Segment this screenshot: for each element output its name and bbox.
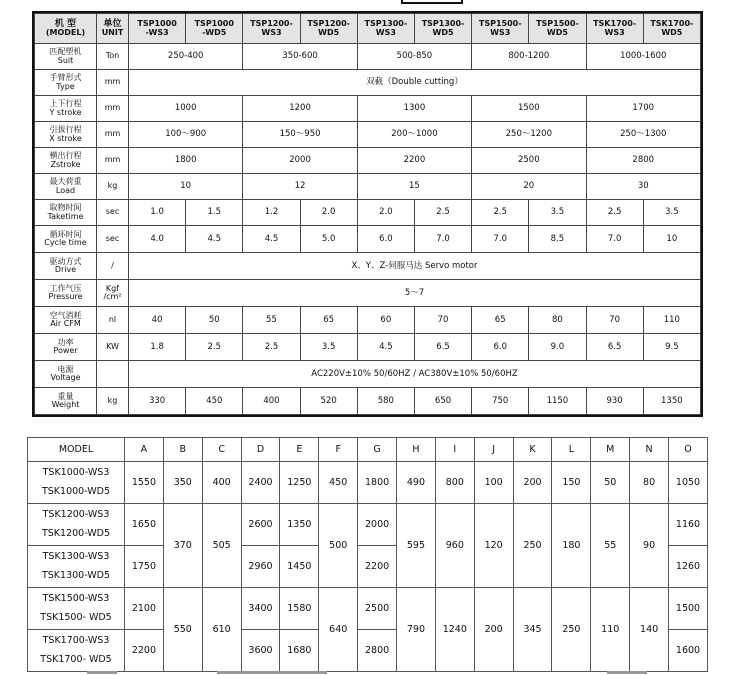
cell-i: 800 [435, 462, 474, 504]
cell-value: 7.0 [414, 226, 471, 253]
cell-value: 2800 [586, 148, 701, 174]
col-header: C [202, 438, 241, 462]
col-header: N [630, 438, 669, 462]
cell-value: 4.0 [129, 226, 186, 253]
cell-value: 4.5 [243, 226, 300, 253]
model-cell: TSK1500-WS3 TSK1500- WD5 [28, 588, 125, 630]
dimension-table [27, 437, 708, 672]
cell-value: 250～1200 [472, 122, 586, 148]
col-header: E [280, 438, 319, 462]
cell-value: 1.2 [243, 200, 300, 226]
cell-value: 6.5 [586, 334, 643, 361]
cell-f: 450 [319, 462, 358, 504]
row-y-stroke [35, 96, 701, 122]
col-header-model: MODEL [28, 438, 125, 462]
cell-h: 595 [397, 504, 436, 588]
cell-value: 5～7 [129, 280, 701, 307]
cell-o: 1600 [669, 630, 708, 672]
cell-value: 65 [472, 307, 529, 334]
cell-value: X、Y、Z-伺服马达 Servo motor [129, 253, 701, 280]
row-label: 工作气压 Pressure [35, 280, 97, 307]
cell-value: 2.0 [300, 200, 357, 226]
model-cell: TSK1200-WS3 TSK1200-WD5 [28, 504, 125, 546]
model-header: TSP1500- WS3 [472, 14, 529, 44]
row-pressure [35, 280, 701, 307]
row-label: 引拔行程 X stroke [35, 122, 97, 148]
cell-value: 750 [472, 388, 529, 415]
model-header: TSK1700- WD5 [643, 14, 700, 44]
row-unit: mm [97, 70, 129, 96]
row-z-stroke [35, 148, 701, 174]
cell-g: 2200 [358, 546, 397, 588]
row-unit: mm [97, 148, 129, 174]
row-label: 横出行程 Zstroke [35, 148, 97, 174]
cell-m: 50 [591, 462, 630, 504]
cell-value: 2.5 [243, 334, 300, 361]
cell-value: 250～1300 [586, 122, 701, 148]
model-header: TSP1300- WD5 [414, 14, 471, 44]
model-header: TSP1500- WD5 [529, 14, 586, 44]
cell-value: 350-600 [243, 44, 357, 70]
header-model-label: 机 型 (MODEL) [35, 14, 97, 44]
table-row [28, 462, 708, 504]
cell-value: 7.0 [586, 226, 643, 253]
cell-value: 1.8 [129, 334, 186, 361]
cell-value: AC220V±10% 50/60HZ / AC380V±10% 50/60HZ [129, 361, 701, 388]
col-header: L [552, 438, 591, 462]
cell-f: 640 [319, 588, 358, 672]
cell-value: 2500 [472, 148, 586, 174]
cell-value: 8.5 [529, 226, 586, 253]
cell-o: 1260 [669, 546, 708, 588]
cell-value: 110 [643, 307, 700, 334]
dimension-header-row [28, 438, 708, 462]
cell-value: 4.5 [357, 334, 414, 361]
row-cycle-time [35, 226, 701, 253]
cell-n: 90 [630, 504, 669, 588]
row-unit [97, 361, 129, 388]
row-unit: mm [97, 96, 129, 122]
cell-value: 55 [243, 307, 300, 334]
model-header: TSP1000 -WD5 [186, 14, 243, 44]
col-header: M [591, 438, 630, 462]
col-header: H [397, 438, 436, 462]
row-unit: nl [97, 307, 129, 334]
cell-i: 960 [435, 504, 474, 588]
cell-c: 400 [202, 462, 241, 504]
cell-g: 2000 [358, 504, 397, 546]
cell-d: 3600 [241, 630, 280, 672]
row-label: 匹配塑机 Suit [35, 44, 97, 70]
cell-d: 3400 [241, 588, 280, 630]
bottom-cropped-text [27, 669, 708, 675]
cell-b: 550 [163, 588, 202, 672]
cell-value: 2.5 [586, 200, 643, 226]
col-header: A [125, 438, 164, 462]
row-label: 电源 Voltage [35, 361, 97, 388]
cell-j: 200 [474, 588, 513, 672]
cell-value: 1150 [529, 388, 586, 415]
cell-o: 1500 [669, 588, 708, 630]
cell-value: 330 [129, 388, 186, 415]
model-cell: TSK1300-WS3 TSK1300-WD5 [28, 546, 125, 588]
row-drive [35, 253, 701, 280]
cell-g: 1800 [358, 462, 397, 504]
row-label: 空气消耗 Air CFM [35, 307, 97, 334]
cell-k: 200 [513, 462, 552, 504]
cell-value: 1800 [129, 148, 243, 174]
cell-o: 1050 [669, 462, 708, 504]
cell-n: 80 [630, 462, 669, 504]
cell-e: 1680 [280, 630, 319, 672]
cell-value: 70 [586, 307, 643, 334]
row-unit: mm [97, 122, 129, 148]
cell-e: 1350 [280, 504, 319, 546]
model-cell: TSK1000-WS3 TSK1000-WD5 [28, 462, 125, 504]
row-voltage [35, 361, 701, 388]
cell-value: 1350 [643, 388, 700, 415]
row-unit: kg [97, 388, 129, 415]
cell-a: 1750 [125, 546, 164, 588]
cell-value: 2.0 [357, 200, 414, 226]
cell-value: 1500 [472, 96, 586, 122]
cell-c: 610 [202, 588, 241, 672]
model-header: TSP1200- WD5 [300, 14, 357, 44]
cell-value: 5.0 [300, 226, 357, 253]
cell-value: 12 [243, 174, 357, 200]
row-label: 重量 Weight [35, 388, 97, 415]
cell-value: 40 [129, 307, 186, 334]
row-label: 上下行程 Y stroke [35, 96, 97, 122]
cell-value: 50 [186, 307, 243, 334]
cell-value: 1.5 [186, 200, 243, 226]
cell-k: 345 [513, 588, 552, 672]
cell-j: 120 [474, 504, 513, 588]
cell-a: 1550 [125, 462, 164, 504]
row-label: 取物时间 Taketime [35, 200, 97, 226]
row-unit: kg [97, 174, 129, 200]
cell-value: 65 [300, 307, 357, 334]
cell-a: 2100 [125, 588, 164, 630]
spec-table [34, 13, 701, 415]
dimension-table-container [27, 437, 708, 672]
table-row [28, 504, 708, 546]
cell-e: 1450 [280, 546, 319, 588]
model-header: TSK1700- WS3 [586, 14, 643, 44]
cell-e: 1250 [280, 462, 319, 504]
row-unit: Kgf /cm² [97, 280, 129, 307]
cell-d: 2600 [241, 504, 280, 546]
cell-value: 1300 [357, 96, 471, 122]
cell-l: 180 [552, 504, 591, 588]
cell-value: 500-850 [357, 44, 471, 70]
cell-value: 1000-1600 [586, 44, 701, 70]
cell-value: 6.0 [357, 226, 414, 253]
cell-value: 10 [643, 226, 700, 253]
model-header: TSP1200- WS3 [243, 14, 300, 44]
row-taketime [35, 200, 701, 226]
cell-l: 250 [552, 588, 591, 672]
cell-value: 580 [357, 388, 414, 415]
cell-value: 9.5 [643, 334, 700, 361]
cell-value: 930 [586, 388, 643, 415]
row-unit: sec [97, 226, 129, 253]
col-header: B [163, 438, 202, 462]
row-load [35, 174, 701, 200]
model-header: TSP1000 -WS3 [129, 14, 186, 44]
cell-value: 7.0 [472, 226, 529, 253]
row-suit [35, 44, 701, 70]
cell-value: 1700 [586, 96, 701, 122]
cell-value: 250-400 [129, 44, 243, 70]
cell-value: 15 [357, 174, 471, 200]
col-header: O [669, 438, 708, 462]
row-unit: KW [97, 334, 129, 361]
cell-value: 80 [529, 307, 586, 334]
row-unit: / [97, 253, 129, 280]
row-label: 最大荷重 Load [35, 174, 97, 200]
top-tab-decoration [401, 0, 463, 4]
cell-value: 3.5 [300, 334, 357, 361]
col-header: G [358, 438, 397, 462]
cell-value: 400 [243, 388, 300, 415]
cell-value: 100～900 [129, 122, 243, 148]
cell-a: 2200 [125, 630, 164, 672]
cell-h: 490 [397, 462, 436, 504]
model-header: TSP1300- WS3 [357, 14, 414, 44]
col-header: I [435, 438, 474, 462]
cell-value: 2.5 [414, 200, 471, 226]
cell-value: 双截（Double cutting） [129, 70, 701, 96]
cell-n: 140 [630, 588, 669, 672]
col-header: F [319, 438, 358, 462]
cell-value: 2.5 [472, 200, 529, 226]
row-label: 手臂形式 Type [35, 70, 97, 96]
row-x-stroke [35, 122, 701, 148]
cell-b: 350 [163, 462, 202, 504]
cell-value: 1200 [243, 96, 357, 122]
row-air-cfm [35, 307, 701, 334]
col-header: K [513, 438, 552, 462]
spec-table-container [32, 11, 703, 417]
cell-value: 200～1000 [357, 122, 471, 148]
cell-value: 450 [186, 388, 243, 415]
cell-value: 150～950 [243, 122, 357, 148]
cell-value: 30 [586, 174, 701, 200]
cell-f: 500 [319, 504, 358, 588]
cell-b: 370 [163, 504, 202, 588]
cell-value: 6.0 [472, 334, 529, 361]
cell-g: 2800 [358, 630, 397, 672]
cell-value: 70 [414, 307, 471, 334]
cell-l: 150 [552, 462, 591, 504]
cell-value: 520 [300, 388, 357, 415]
row-unit: sec [97, 200, 129, 226]
cell-g: 2500 [358, 588, 397, 630]
cell-k: 250 [513, 504, 552, 588]
cell-h: 790 [397, 588, 436, 672]
row-unit: Ton [97, 44, 129, 70]
cell-j: 100 [474, 462, 513, 504]
cell-value: 9.0 [529, 334, 586, 361]
cell-d: 2400 [241, 462, 280, 504]
cell-value: 60 [357, 307, 414, 334]
cell-i: 1240 [435, 588, 474, 672]
row-label: 循环时间 Cycle time [35, 226, 97, 253]
cell-value: 2200 [357, 148, 471, 174]
cell-value: 1000 [129, 96, 243, 122]
cell-value: 3.5 [529, 200, 586, 226]
cell-value: 1.0 [129, 200, 186, 226]
cell-m: 110 [591, 588, 630, 672]
row-power [35, 334, 701, 361]
col-header: J [474, 438, 513, 462]
cell-value: 2.5 [186, 334, 243, 361]
cell-value: 650 [414, 388, 471, 415]
cell-c: 505 [202, 504, 241, 588]
cell-m: 55 [591, 504, 630, 588]
header-unit-label: 单位 UNIT [97, 14, 129, 44]
row-label: 功率 Power [35, 334, 97, 361]
row-weight [35, 388, 701, 415]
row-type [35, 70, 701, 96]
table-row [28, 588, 708, 630]
cell-value: 2000 [243, 148, 357, 174]
row-label: 驱动方式 Drive [35, 253, 97, 280]
cell-d: 2960 [241, 546, 280, 588]
model-cell: TSK1700-WS3 TSK1700- WD5 [28, 630, 125, 672]
cell-value: 800-1200 [472, 44, 586, 70]
col-header: D [241, 438, 280, 462]
cell-o: 1160 [669, 504, 708, 546]
cell-e: 1580 [280, 588, 319, 630]
cell-a: 1650 [125, 504, 164, 546]
cell-value: 10 [129, 174, 243, 200]
cell-value: 6.5 [414, 334, 471, 361]
cell-value: 20 [472, 174, 586, 200]
cell-value: 4.5 [186, 226, 243, 253]
cell-value: 3.5 [643, 200, 700, 226]
